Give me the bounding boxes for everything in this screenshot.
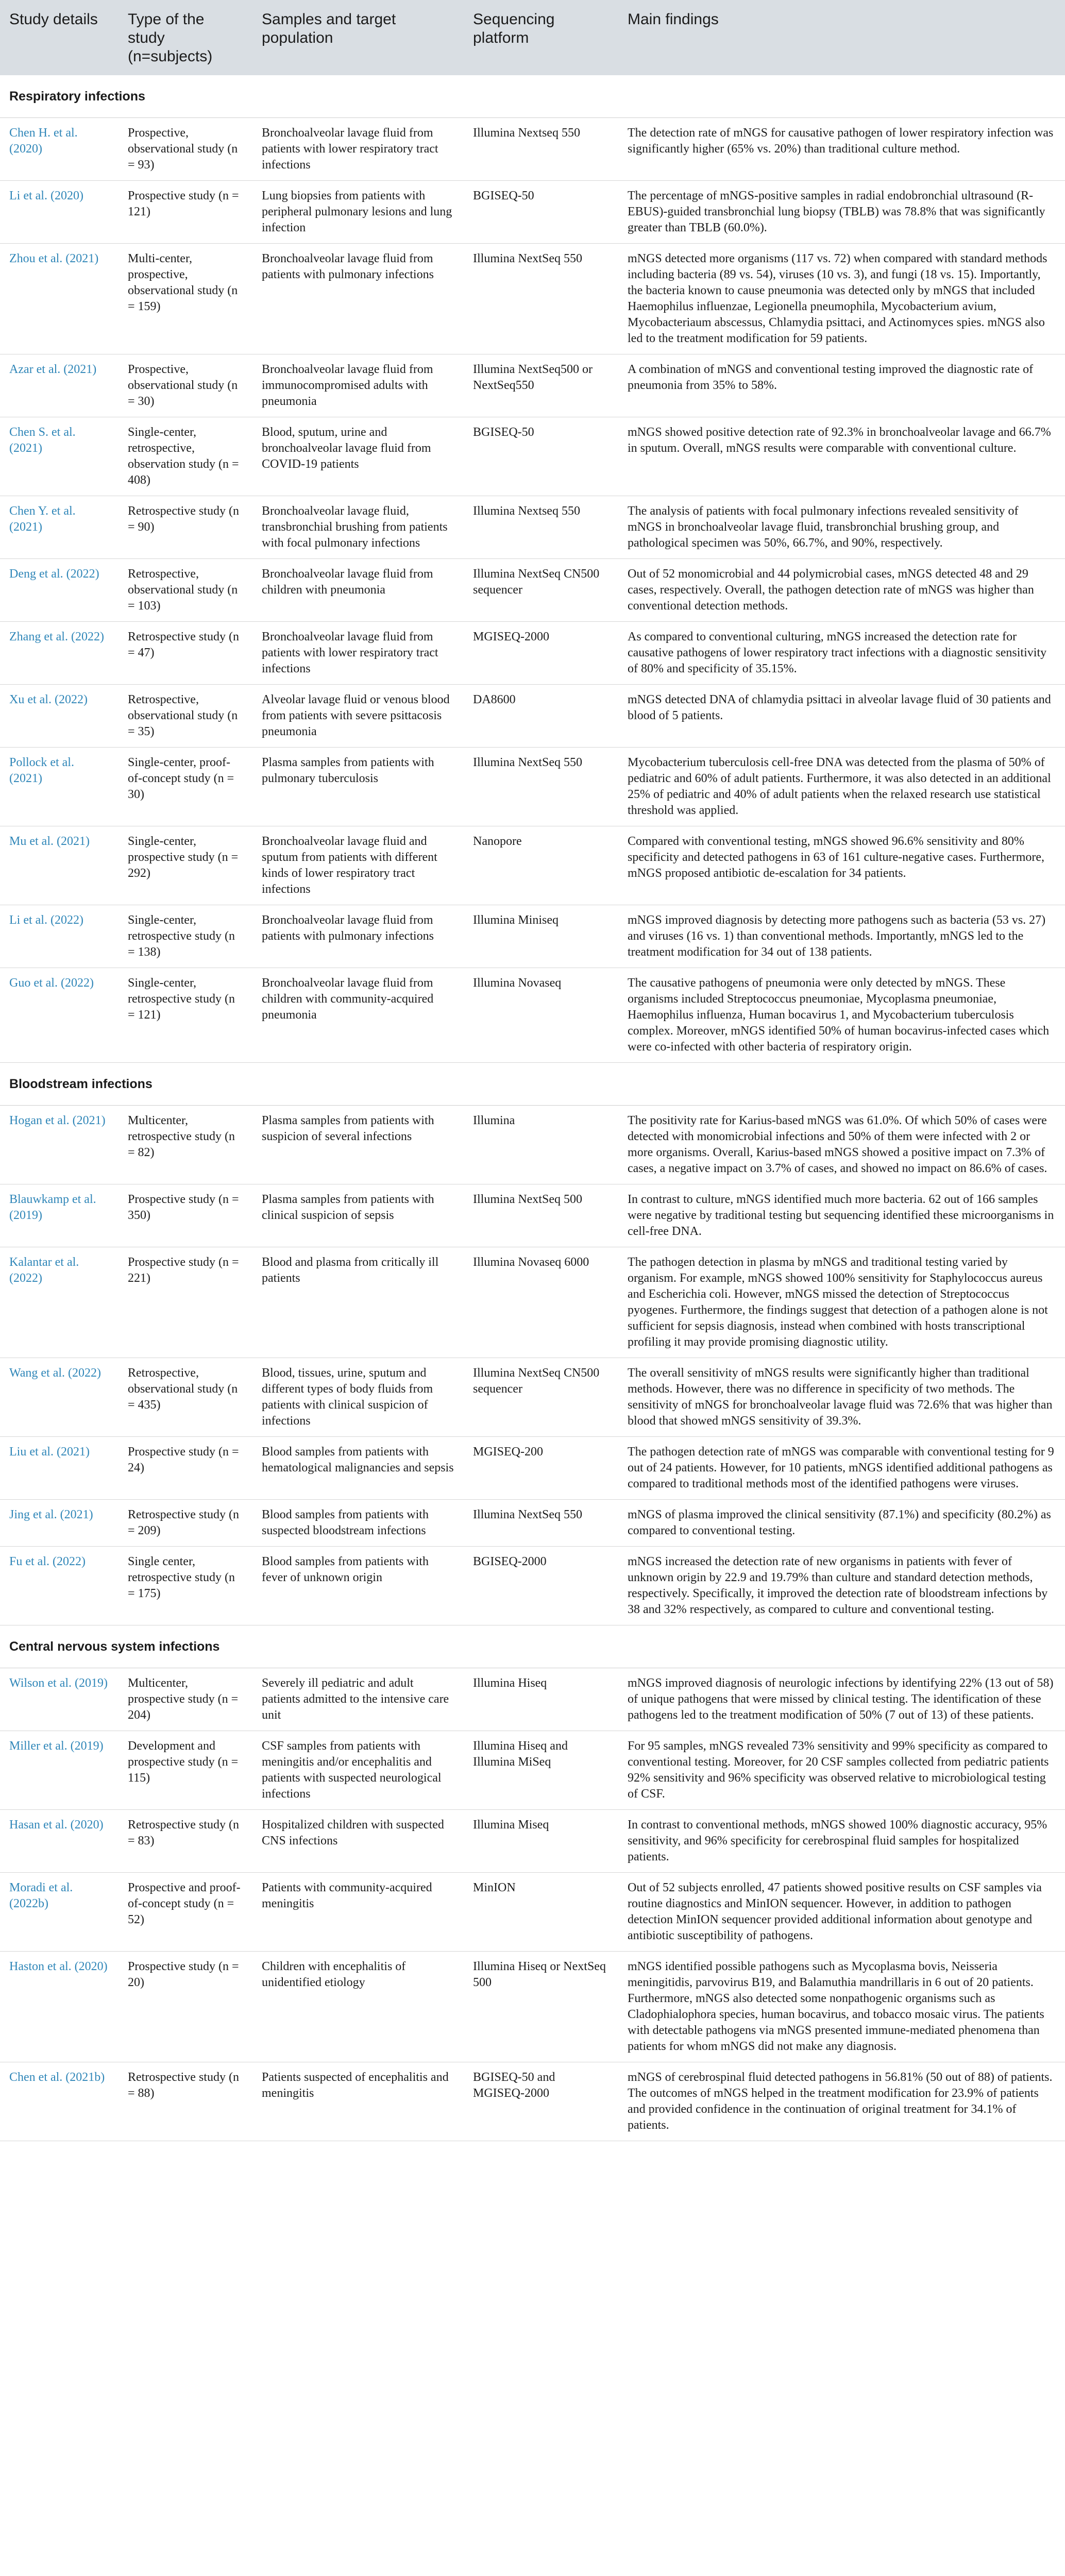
study-type-cell: Prospective study (n = 24)	[119, 1437, 252, 1500]
samples-cell: Bronchoalveolar lavage fluid from children with pneumonia	[252, 559, 464, 622]
study-type-cell: Multicenter, retrospective study (n = 82)	[119, 1106, 252, 1184]
table-body	[0, 75, 1065, 2141]
findings-cell: mNGS improved diagnosis by detecting more pathogens such as bacteria (53 vs. 27) and viruses (16 vs. 1) than conventional methods. Importantly, mNGS led to the treatment modification for 34 out of 138 patients.	[618, 905, 1065, 968]
section-title: Respiratory infections	[0, 75, 1065, 118]
study-type-cell: Prospective, observational study (n = 93)	[119, 118, 252, 181]
table-row	[0, 1437, 1065, 1500]
platform-cell: Illumina Miniseq	[464, 905, 618, 968]
study-type-cell: Single center, retrospective study (n = 175)	[119, 1547, 252, 1625]
samples-cell: Plasma samples from patients with pulmonary tuberculosis	[252, 748, 464, 826]
findings-cell: mNGS detected more organisms (117 vs. 72) when compared with standard methods including bacteria (89 vs. 54), viruses (10 vs. 3), and fungi (18 vs. 15). Importantly, the bacteria known to cause pneumonia was detected only by mNGS that included Haemophilus influenzae, Legionella pneumophila, Mycobacterium avium, Mycobacteriaum abscessus, Chlamydia psittaci, and Actinomyces spies. mNGS also led to the treatment modification for 59 patients.	[618, 244, 1065, 354]
header-study-details: Study details	[0, 0, 119, 75]
findings-cell: The percentage of mNGS-positive samples in radial endobronchial ultrasound (R-EBUS)-guided transbronchial lung biopsy (TBLB) was 78.8% that was significantly greater than TBLB (60.0%).	[618, 181, 1065, 244]
study-link[interactable]: Zhou et al. (2021)	[0, 244, 119, 354]
study-type-cell: Single-center, retrospective, observation study (n = 408)	[119, 417, 252, 496]
study-link[interactable]: Azar et al. (2021)	[0, 354, 119, 417]
platform-cell: Illumina NextSeq 550	[464, 1500, 618, 1547]
table-row	[0, 905, 1065, 968]
platform-cell: Illumina NextSeq 550	[464, 748, 618, 826]
table-row	[0, 354, 1065, 417]
findings-cell: The positivity rate for Karius-based mNGS was 61.0%. Of which 50% of cases were detected with monomicrobial infections and 50% of them were infected with 2 or more organisms. Overall, Karius-based mNGS showed a positive impact on 7.3% of cases, a negative impact on 3.7% of cases, and showed no impact on 86.6% of cases.	[618, 1106, 1065, 1184]
study-type-cell: Single-center, retrospective study (n = 138)	[119, 905, 252, 968]
platform-cell: Nanopore	[464, 826, 618, 905]
findings-cell: The pathogen detection rate of mNGS was comparable with conventional testing for 9 out of 24 patients. However, for 10 patients, mNGS identified additional pathogens as compared to traditional methods most of the identified pathogens were viruses.	[618, 1437, 1065, 1500]
section-row	[0, 1625, 1065, 1668]
findings-cell: mNGS increased the detection rate of new organisms in patients with fever of unknown origin by 22.9 and 19.79% than culture and standard detection methods, respectively. Specifically, it improved the detection rate of bloodstream infections by 38 and 32% respectively, as compared to culture and conventional testing.	[618, 1547, 1065, 1625]
findings-cell: The pathogen detection in plasma by mNGS and traditional testing varied by organism. For example, mNGS showed 100% sensitivity for Staphylococcus aureus and Escherichia coli. However, mNGS missed the detection of Streptococcus pyogenes. Furthermore, the findings suggest that detection of a pathogen alone is not sufficient for sepsis diagnosis, instead when combined with hosts transcriptional profiling it may provide promising diagnostic utility.	[618, 1247, 1065, 1358]
samples-cell: CSF samples from patients with meningitis and/or encephalitis and patients with suspected neurological infections	[252, 1731, 464, 1810]
samples-cell: Bronchoalveolar lavage fluid, transbronchial brushing from patients with focal pulmonary infections	[252, 496, 464, 559]
platform-cell: BGISEQ-50 and MGISEQ-2000	[464, 2062, 618, 2141]
findings-cell: The causative pathogens of pneumonia were only detected by mNGS. These organisms included Streptococcus pneumoniae, Mycoplasma pneumoniae, Haemophilus influenza, Human bocavirus 1, and Mycobacterium tuberculosis complex. Moreover, mNGS identified 50% of human bocavirus-infected cases which were co-infected with other bacteria of respiratory origin.	[618, 968, 1065, 1063]
samples-cell: Patients suspected of encephalitis and meningitis	[252, 2062, 464, 2141]
platform-cell: Illumina NextSeq CN500 sequencer	[464, 559, 618, 622]
table-row	[0, 1500, 1065, 1547]
findings-cell: mNGS of plasma improved the clinical sensitivity (87.1%) and specificity (80.2%) as compared to conventional testing.	[618, 1500, 1065, 1547]
platform-cell: MGISEQ-2000	[464, 622, 618, 685]
findings-cell: The detection rate of mNGS for causative pathogen of lower respiratory infection was significantly higher (65% vs. 20%) than traditional culture method.	[618, 118, 1065, 181]
study-type-cell: Retrospective, observational study (n = 103)	[119, 559, 252, 622]
study-link[interactable]: Miller et al. (2019)	[0, 1731, 119, 1810]
study-type-cell: Multi-center, prospective, observational study (n = 159)	[119, 244, 252, 354]
platform-cell: MinION	[464, 1873, 618, 1952]
findings-cell: Compared with conventional testing, mNGS showed 96.6% sensitivity and 80% specificity and detected pathogens in 63 of 161 culture-negative cases. Furthermore, mNGS proposed antibiotic de-escalation for 34 patients.	[618, 826, 1065, 905]
samples-cell: Bronchoalveolar lavage fluid from patients with pulmonary infections	[252, 244, 464, 354]
findings-cell: mNGS identified possible pathogens such as Mycoplasma bovis, Neisseria meningitidis, parvovirus B19, and Balamuthia mandrillaris in 6 out of 20 patients. Furthermore, mNGS also detected some nonpathogenic organisms such as Cladophialophora species, human bocavirus, and tobacco mosaic virus. The patients with detectable pathogens via mNGS presented immune-mediated phenomena than patients for whom mNGS did not make any diagnosis.	[618, 1952, 1065, 2062]
table-header	[0, 0, 1065, 75]
platform-cell: Illumina Novaseq 6000	[464, 1247, 618, 1358]
table-row	[0, 1668, 1065, 1731]
findings-cell: mNGS showed positive detection rate of 92.3% in bronchoalveolar lavage and 66.7% in sputum. Overall, mNGS results were comparable with conventional culture.	[618, 417, 1065, 496]
study-link[interactable]: Zhang et al. (2022)	[0, 622, 119, 685]
samples-cell: Bronchoalveolar lavage fluid from patients with pulmonary infections	[252, 905, 464, 968]
samples-cell: Patients with community-acquired meningitis	[252, 1873, 464, 1952]
platform-cell: Illumina	[464, 1106, 618, 1184]
header-samples: Samples and target population	[252, 0, 464, 75]
platform-cell: Illumina NextSeq500 or NextSeq550	[464, 354, 618, 417]
findings-cell: Out of 52 subjects enrolled, 47 patients showed positive results on CSF samples via routine diagnostics and MinION sequencer. However, in addition to pathogen detection MinION sequencer provided additional information about genotype and antibiotic susceptibility of pathogens.	[618, 1873, 1065, 1952]
table-row	[0, 417, 1065, 496]
study-link[interactable]: Xu et al. (2022)	[0, 685, 119, 748]
table-row	[0, 2062, 1065, 2141]
header-study-type-line2: (n=subjects)	[128, 48, 213, 65]
study-type-cell: Prospective study (n = 121)	[119, 181, 252, 244]
samples-cell: Severely ill pediatric and adult patients admitted to the intensive care unit	[252, 1668, 464, 1731]
platform-cell: Illumina Hiseq	[464, 1668, 618, 1731]
samples-cell: Bronchoalveolar lavage fluid from immunocompromised adults with pneumonia	[252, 354, 464, 417]
study-link[interactable]: Li et al. (2022)	[0, 905, 119, 968]
platform-cell: Illumina NextSeq 550	[464, 244, 618, 354]
table-row	[0, 1731, 1065, 1810]
findings-cell: In contrast to culture, mNGS identified much more bacteria. 62 out of 166 samples were negative by traditional testing but sequencing identified these microorganisms in cell-free DNA.	[618, 1184, 1065, 1247]
table-row	[0, 1547, 1065, 1625]
table-row	[0, 1106, 1065, 1184]
samples-cell: Hospitalized children with suspected CNS infections	[252, 1810, 464, 1873]
findings-cell: The overall sensitivity of mNGS results were significantly higher than traditional methods. However, there was no difference in specificity of two methods. The sensitivity of mNGS for bronchoalveolar lavage fluid was 72.6% that was higher than blood that showed mNGS sensitivity of 39.3%.	[618, 1358, 1065, 1437]
table-row	[0, 1247, 1065, 1358]
study-link[interactable]: Chen et al. (2021b)	[0, 2062, 119, 2141]
table-row	[0, 496, 1065, 559]
header-findings: Main findings	[618, 0, 1065, 75]
table-row	[0, 1358, 1065, 1437]
study-link[interactable]: Hasan et al. (2020)	[0, 1810, 119, 1873]
study-type-cell: Development and prospective study (n = 115)	[119, 1731, 252, 1810]
platform-cell: Illumina Hiseq and Illumina MiSeq	[464, 1731, 618, 1810]
samples-cell: Blood, sputum, urine and bronchoalveolar lavage fluid from COVID-19 patients	[252, 417, 464, 496]
findings-cell: mNGS of cerebrospinal fluid detected pathogens in 56.81% (50 out of 88) of patients. The outcomes of mNGS helped in the treatment modification for 23.9% of patients and provided confidence in the continuation of original treatment for 34.1% of patients.	[618, 2062, 1065, 2141]
platform-cell: Illumina Nextseq 550	[464, 118, 618, 181]
study-type-cell: Retrospective study (n = 88)	[119, 2062, 252, 2141]
platform-cell: BGISEQ-2000	[464, 1547, 618, 1625]
samples-cell: Children with encephalitis of unidentified etiology	[252, 1952, 464, 2062]
table-row	[0, 748, 1065, 826]
study-type-cell: Retrospective study (n = 209)	[119, 1500, 252, 1547]
samples-cell: Plasma samples from patients with clinical suspicion of sepsis	[252, 1184, 464, 1247]
table-row	[0, 826, 1065, 905]
samples-cell: Blood samples from patients with fever of unknown origin	[252, 1547, 464, 1625]
table-row	[0, 1810, 1065, 1873]
study-link[interactable]: Chen Y. et al. (2021)	[0, 496, 119, 559]
study-type-cell: Prospective study (n = 20)	[119, 1952, 252, 2062]
header-platform: Sequencing platform	[464, 0, 618, 75]
samples-cell: Bronchoalveolar lavage fluid from patients with lower respiratory tract infections	[252, 118, 464, 181]
study-type-cell: Retrospective study (n = 47)	[119, 622, 252, 685]
table-row	[0, 1873, 1065, 1952]
study-link[interactable]: Deng et al. (2022)	[0, 559, 119, 622]
findings-cell: As compared to conventional culturing, mNGS increased the detection rate for causative pathogens of lower respiratory tract infections with a diagnostic sensitivity of 80% and specificity of 35.15%.	[618, 622, 1065, 685]
platform-cell: Illumina Nextseq 550	[464, 496, 618, 559]
study-type-cell: Retrospective study (n = 90)	[119, 496, 252, 559]
study-link[interactable]: Moradi et al. (2022b)	[0, 1873, 119, 1952]
study-type-cell: Multicenter, prospective study (n = 204)	[119, 1668, 252, 1731]
platform-cell: MGISEQ-200	[464, 1437, 618, 1500]
platform-cell: Illumina NextSeq 500	[464, 1184, 618, 1247]
samples-cell: Alveolar lavage fluid or venous blood from patients with severe psittacosis pneumonia	[252, 685, 464, 748]
study-type-cell: Single-center, retrospective study (n = 121)	[119, 968, 252, 1063]
study-link[interactable]: Blauwkamp et al. (2019)	[0, 1184, 119, 1247]
table-row	[0, 1952, 1065, 2062]
study-link[interactable]: Wang et al. (2022)	[0, 1358, 119, 1437]
findings-cell: For 95 samples, mNGS revealed 73% sensitivity and 99% specificity as compared to conventional testing. Moreover, for 20 CSF samples collected from pediatric patients 92% sensitivity and 96% specificity was observed relative to microbiological testing of CSF.	[618, 1731, 1065, 1810]
samples-cell: Plasma samples from patients with suspicion of several infections	[252, 1106, 464, 1184]
samples-cell: Lung biopsies from patients with peripheral pulmonary lesions and lung infection	[252, 181, 464, 244]
platform-cell: BGISEQ-50	[464, 181, 618, 244]
header-study-type	[119, 0, 252, 75]
study-link[interactable]: Haston et al. (2020)	[0, 1952, 119, 2062]
study-link[interactable]: Kalantar et al. (2022)	[0, 1247, 119, 1358]
header-study-type-line1: Type of the study	[128, 11, 205, 46]
study-type-cell: Single-center, proof-of-concept study (n = 30)	[119, 748, 252, 826]
platform-cell: Illumina Novaseq	[464, 968, 618, 1063]
platform-cell: Illumina NextSeq CN500 sequencer	[464, 1358, 618, 1437]
study-link[interactable]: Jing et al. (2021)	[0, 1500, 119, 1547]
section-row	[0, 75, 1065, 118]
table-row	[0, 685, 1065, 748]
table-row	[0, 118, 1065, 181]
study-type-cell: Retrospective, observational study (n = 435)	[119, 1358, 252, 1437]
study-link[interactable]: Wilson et al. (2019)	[0, 1668, 119, 1731]
study-type-cell: Prospective and proof-of-concept study (n = 52)	[119, 1873, 252, 1952]
samples-cell: Blood samples from patients with hematological malignancies and sepsis	[252, 1437, 464, 1500]
samples-cell: Bronchoalveolar lavage fluid and sputum from patients with different kinds of lower respiratory tract infections	[252, 826, 464, 905]
section-title: Central nervous system infections	[0, 1625, 1065, 1668]
study-link[interactable]: Hogan et al. (2021)	[0, 1106, 119, 1184]
platform-cell: Illumina Hiseq or NextSeq 500	[464, 1952, 618, 2062]
study-link[interactable]: Mu et al. (2021)	[0, 826, 119, 905]
section-row	[0, 1063, 1065, 1106]
study-link[interactable]: Chen H. et al. (2020)	[0, 118, 119, 181]
platform-cell: BGISEQ-50	[464, 417, 618, 496]
table-row	[0, 968, 1065, 1063]
study-type-cell: Retrospective, observational study (n = 35)	[119, 685, 252, 748]
samples-cell: Bronchoalveolar lavage fluid from patients with lower respiratory tract infections	[252, 622, 464, 685]
samples-cell: Bronchoalveolar lavage fluid from children with community-acquired pneumonia	[252, 968, 464, 1063]
study-type-cell: Prospective study (n = 350)	[119, 1184, 252, 1247]
samples-cell: Blood and plasma from critically ill patients	[252, 1247, 464, 1358]
table-row	[0, 622, 1065, 685]
platform-cell: DA8600	[464, 685, 618, 748]
study-type-cell: Prospective study (n = 221)	[119, 1247, 252, 1358]
samples-cell: Blood, tissues, urine, sputum and different types of body fluids from patients with clinical suspicion of infections	[252, 1358, 464, 1437]
study-link[interactable]: Pollock et al. (2021)	[0, 748, 119, 826]
findings-cell: mNGS detected DNA of chlamydia psittaci in alveolar lavage fluid of 30 patients and blood of 5 patients.	[618, 685, 1065, 748]
findings-cell: mNGS improved diagnosis of neurologic infections by identifying 22% (13 out of 58) of unique pathogens that were missed by clinical testing. The identification of these pathogens led to the treatment modification of 50% (7 out of 13) of these patients.	[618, 1668, 1065, 1731]
samples-cell: Blood samples from patients with suspected bloodstream infections	[252, 1500, 464, 1547]
table-row	[0, 181, 1065, 244]
table-row	[0, 559, 1065, 622]
study-type-cell: Retrospective study (n = 83)	[119, 1810, 252, 1873]
findings-cell: In contrast to conventional methods, mNGS showed 100% diagnostic accuracy, 95% sensitivity, and 96% specificity for cerebrospinal fluid samples for hospitalized patients.	[618, 1810, 1065, 1873]
study-type-cell: Prospective, observational study (n = 30)	[119, 354, 252, 417]
study-link[interactable]: Fu et al. (2022)	[0, 1547, 119, 1625]
findings-cell: Mycobacterium tuberculosis cell-free DNA was detected from the plasma of 50% of pediatric and 60% of adult patients. Furthermore, it was also detected in an additional 25% of pediatric and 40% of adult patients when the relaxed research use statistical threshold was applied.	[618, 748, 1065, 826]
study-link[interactable]: Liu et al. (2021)	[0, 1437, 119, 1500]
study-link[interactable]: Guo et al. (2022)	[0, 968, 119, 1063]
table-row	[0, 1184, 1065, 1247]
section-title: Bloodstream infections	[0, 1063, 1065, 1106]
table-row	[0, 244, 1065, 354]
study-link[interactable]: Li et al. (2020)	[0, 181, 119, 244]
findings-cell: Out of 52 monomicrobial and 44 polymicrobial cases, mNGS detected 48 and 29 cases, respectively. Overall, the pathogen detection rate of mNGS was higher than conventional detection methods.	[618, 559, 1065, 622]
findings-cell: A combination of mNGS and conventional testing improved the diagnostic rate of pneumonia from 35% to 58%.	[618, 354, 1065, 417]
findings-cell: The analysis of patients with focal pulmonary infections revealed sensitivity of mNGS in bronchoalveolar lavage fluid, transbronchial brushing group, and pathological specimen was 50%, 66.7%, and 90%, respectively.	[618, 496, 1065, 559]
study-link[interactable]: Chen S. et al. (2021)	[0, 417, 119, 496]
study-type-cell: Single-center, prospective study (n = 292)	[119, 826, 252, 905]
platform-cell: Illumina Miseq	[464, 1810, 618, 1873]
